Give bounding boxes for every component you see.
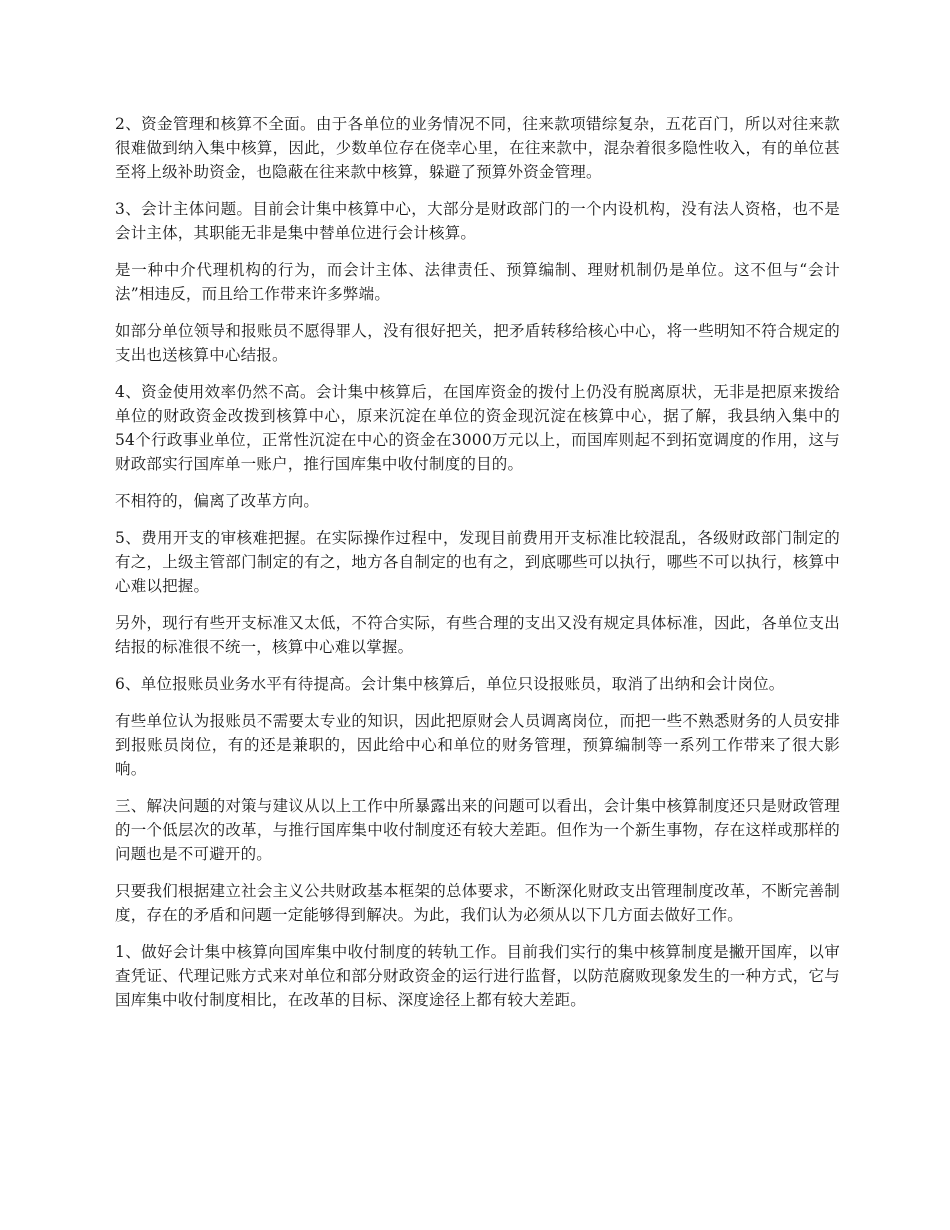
paragraph: 另外，现行有些开支标准又太低，不符合实际，有些合理的支出又没有规定具体标准，因此，各单位支出结报的标准很不统一，核算中心难以掌握。	[115, 614, 840, 656]
paragraph: 有些单位认为报账员不需要太专业的知识，因此把原财会人员调离岗位，而把一些不熟悉财务的人员安排到报账员岗位，有的还是兼职的，因此给中心和单位的财务管理，预算编制等一系列工作带来了很大影响。	[115, 712, 840, 778]
paragraph: 5、费用开支的审核难把握。在实际操作过程中，发现目前费用开支标准比较混乱，各级财政部门制定的有之，上级主管部门制定的有之，地方各自制定的也有之，到底哪些可以执行，哪些不可以执行，核算中心难以把握。	[115, 529, 840, 595]
paragraph: 2、资金管理和核算不全面。由于各单位的业务情况不同，往来款项错综复杂，五花百门，所以对往来款很难做到纳入集中核算，因此，少数单位存在侥幸心里，在往来款中，混杂着很多隐性收入，有的单位甚至将上级补助资金，也隐蔽在往来款中核算，躲避了预算外资金管理。	[115, 115, 840, 181]
paragraph: 4、资金使用效率仍然不高。会计集中核算后，在国库资金的拨付上仍没有脱离原状，无非是把原来拨给单位的财政资金改拨到核算中心，原来沉淀在单位的资金现沉淀在核算中心，据了解，我县纳入集中的54个行政事业单位，正常性沉淀在中心的资金在3000万元以上，而国库则起不到拓宽调度的作用，这与财政部实行国库单一账户，推行国库集中收付制度的目的。	[115, 383, 840, 473]
paragraph: 是一种中介代理机构的行为，而会计主体、法律责任、预算编制、理财机制仍是单位。这不但与“会计法”相违反，而且给工作带来许多弊端。	[115, 261, 840, 303]
document-body	[115, 112, 840, 1025]
paragraph: 1、做好会计集中核算向国库集中收付制度的转轨工作。目前我们实行的集中核算制度是撇开国库，以审查凭证、代理记账方式来对单位和部分财政资金的运行进行监督，以防范腐败现象发生的一种方式，它与国库集中收付制度相比，在改革的目标、深度途径上都有较大差距。	[115, 943, 840, 1009]
paragraph: 3、会计主体问题。目前会计集中核算中心，大部分是财政部门的一个内设机构，没有法人资格，也不是会计主体，其职能无非是集中替单位进行会计核算。	[115, 200, 840, 242]
paragraph: 三、解决问题的对策与建议从以上工作中所暴露出来的问题可以看出，会计集中核算制度还只是财政管理的一个低层次的改革，与推行国库集中收付制度还有较大差距。但作为一个新生事物，存在这样或那样的问题也是不可避开的。	[115, 797, 840, 863]
paragraph: 如部分单位领导和报账员不愿得罪人，没有很好把关，把矛盾转移给核心中心，将一些明知不符合规定的支出也送核算中心结报。	[115, 322, 840, 364]
paragraph: 不相符的，偏离了改革方向。	[115, 492, 320, 510]
paragraph: 6、单位报账员业务水平有待提高。会计集中核算后，单位只设报账员，取消了出纳和会计岗位。	[115, 675, 785, 693]
paragraph: 只要我们根据建立社会主义公共财政基本框架的总体要求，不断深化财政支出管理制度改革，不断完善制度，存在的矛盾和问题一定能够得到解决。为此，我们认为必须从以下几方面去做好工作。	[115, 882, 840, 924]
